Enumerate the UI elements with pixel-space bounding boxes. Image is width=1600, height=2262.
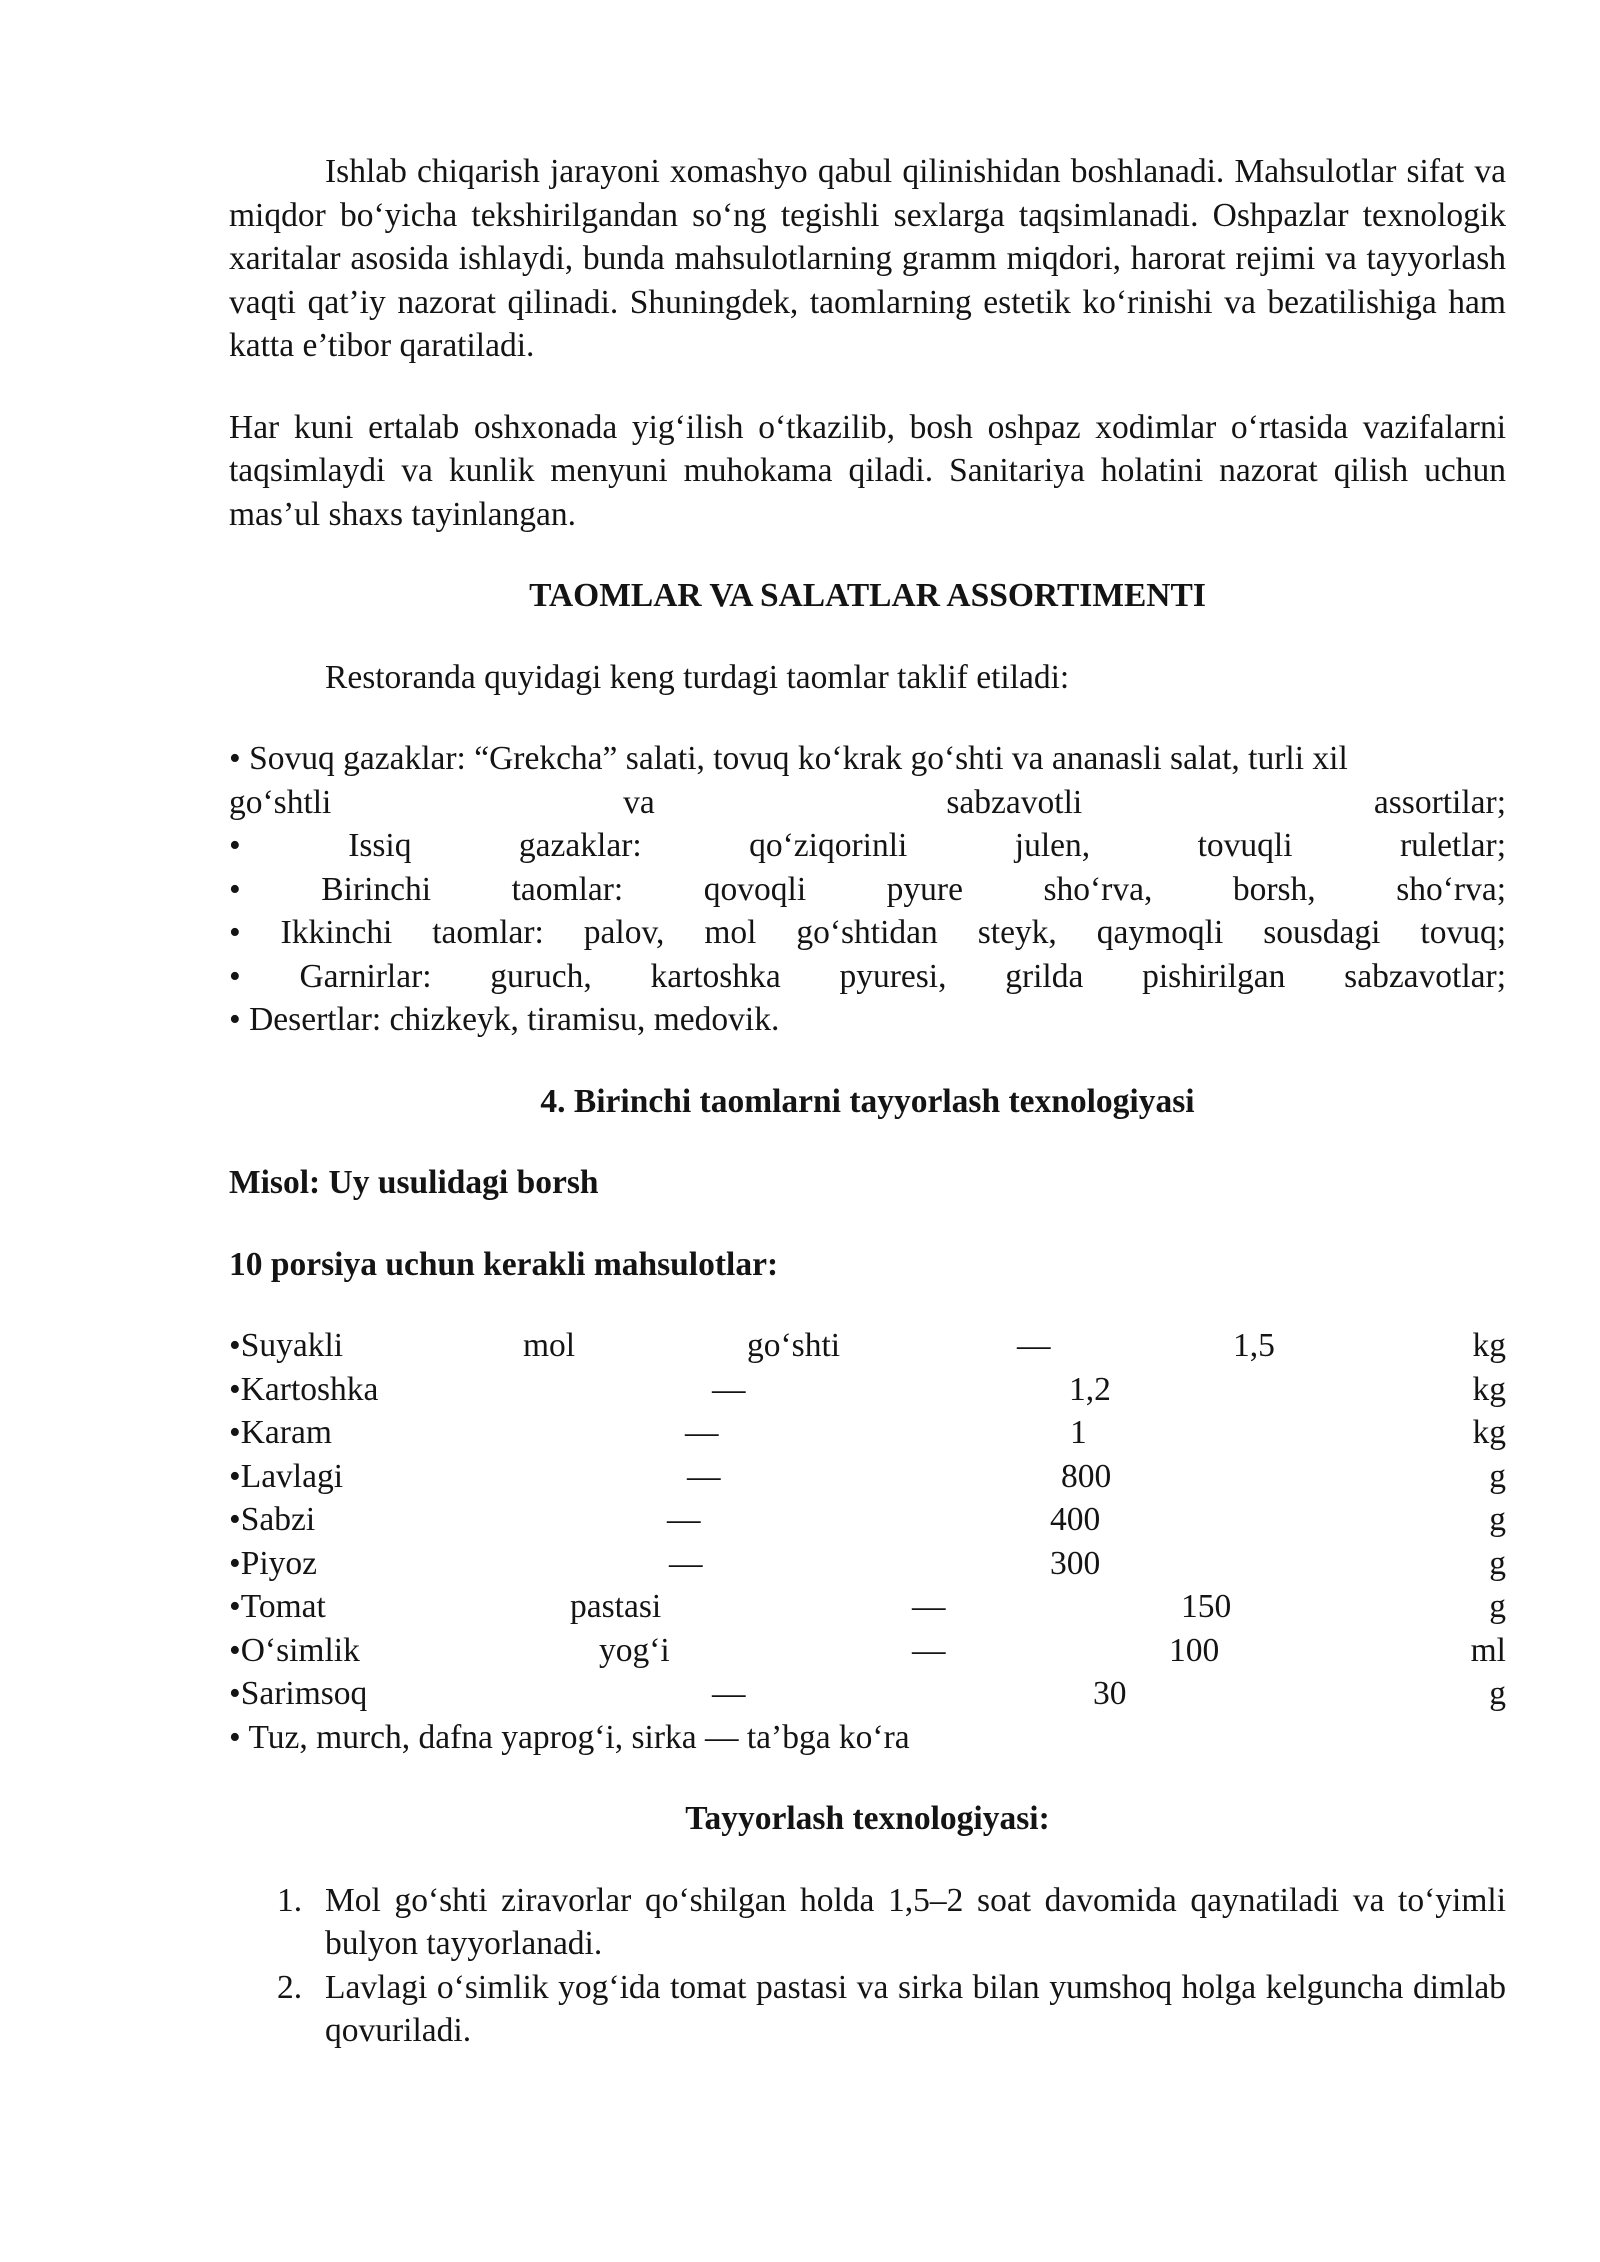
spacer <box>229 1042 1506 1080</box>
ingredient-name-word: •Piyoz <box>229 1544 318 1582</box>
intro-paragraph-2: Har kuni ertalab oshxonada yig‘ilish o‘tkazilib, bosh oshpaz xodimlar o‘rtasida vazifalarni taqsimlaydi va kunlik menyuni muhokama qiladi. Sanitariya holatini nazorat qilish uchun mas’ul shaxs tayinlangan. <box>229 408 1506 533</box>
step-number: 1. <box>277 1881 303 1919</box>
assortment-list <box>229 737 1506 1042</box>
ingredient-name-word: •Tomat <box>229 1588 326 1625</box>
ingredient-row <box>229 1455 1506 1499</box>
ingredient-row <box>229 1368 1506 1412</box>
spacer <box>229 618 1506 656</box>
ingredient-unit: kg <box>1472 1370 1506 1408</box>
ingredient-quantity: 1,5 <box>1233 1327 1275 1364</box>
spacer <box>229 1205 1506 1243</box>
assortment-lead: Restoranda quyidagi keng turdagi taomlar taklif etiladi: <box>325 658 1070 696</box>
spacer <box>229 368 1506 406</box>
ingredient-dash: — <box>912 1588 946 1625</box>
ingredient-dash: — <box>712 1370 746 1408</box>
ingredient-unit: g <box>1489 1457 1506 1495</box>
spacer <box>229 1759 1506 1797</box>
list-item: • Desertlar: chizkeyk, tiramisu, medovik. <box>229 1001 780 1038</box>
list-item: • Sovuq gazaklar: “Grekcha” salati, tovuq ko‘krak go‘shti va ananasli salat, turli xil <box>229 740 1348 777</box>
ingredient-quantity: 300 <box>1050 1544 1101 1582</box>
ingredient-name-word: •Sabzi <box>229 1501 316 1538</box>
ingredient-quantity: 1 <box>1070 1414 1087 1451</box>
ingredient-dash: — <box>685 1414 719 1451</box>
spacer <box>229 1286 1506 1324</box>
ingredient-name-word: pastasi <box>570 1588 662 1625</box>
ingredient-dash: — <box>912 1631 946 1669</box>
ingredient-quantity: 150 <box>1181 1588 1232 1625</box>
ingredient-quantity: 1,2 <box>1069 1370 1111 1408</box>
ingredient-name-word: •Karam <box>229 1414 332 1451</box>
steps-list <box>229 1879 1506 2053</box>
step-number: 2. <box>277 1968 303 2006</box>
assortment-heading: TAOMLAR VA SALATLAR ASSORTIMENTI <box>529 577 1206 614</box>
ingredients-list <box>229 1324 1506 1759</box>
ingredient-name-word: go‘shti <box>747 1327 841 1364</box>
list-item: • Birinchi taomlar: qovoqli pyure sho‘rva, borsh, sho‘rva; <box>229 870 1506 908</box>
ingredient-unit: g <box>1489 1588 1506 1625</box>
ingredient-row <box>229 1672 1506 1716</box>
ingredient-name-word: •Lavlagi <box>229 1457 344 1495</box>
spacer <box>229 1123 1506 1161</box>
technology-heading: Tayyorlash texnologiyasi: <box>685 1800 1050 1837</box>
ingredient-dash: — <box>712 1675 746 1712</box>
ingredient-name-word: •Kartoshka <box>229 1370 379 1408</box>
ingredient-row <box>229 1542 1506 1586</box>
ingredient-unit: g <box>1489 1544 1506 1582</box>
step-text: Mol go‘shti ziravorlar qo‘shilgan holda 1,5–2 soat davomida qaynatiladi va to‘yimli bulyon tayyorlanadi. <box>325 1881 1506 1962</box>
ingredient-row <box>229 1498 1506 1542</box>
ingredient-quantity: 100 <box>1169 1631 1220 1669</box>
list-item: • Ikkinchi taomlar: palov, mol go‘shtidan steyk, qaymoqli sousdagi tovuq; <box>229 914 1506 951</box>
step-text: Lavlagi o‘simlik yog‘ida tomat pastasi va sirka bilan yumshoq holga kelguncha dimlab qovuriladi. <box>325 1968 1506 2049</box>
ingredient-row <box>229 1324 1506 1368</box>
spacer <box>229 699 1506 737</box>
ingredient-name-word: yog‘i <box>599 1631 670 1669</box>
spacer <box>229 1841 1506 1879</box>
ingredient-name-word: mol <box>523 1327 576 1364</box>
ingredient-row <box>229 1411 1506 1455</box>
spacer <box>229 536 1506 574</box>
ingredient-unit: kg <box>1472 1327 1506 1364</box>
ingredient-row <box>229 1585 1506 1629</box>
intro-paragraph-1: Ishlab chiqarish jarayoni xomashyo qabul qilinishidan boshlanadi. Mahsulotlar sifat va miqdor bo‘yicha tekshirilgandan so‘ng tegishli sexlarga taqsimlanadi. Oshpazlar texnologik xaritalar asosida ishlaydi, bunda mahsulotlarning gramm miqdori, harorat rejimi va tayyorlash vaqti qat’iy nazorat qilinadi. Shuningdek, taomlarning estetik ko‘rinishi va bezatilishiga ham katta e’tibor qaratiladi. <box>229 153 1506 364</box>
ingredient-name-word: •O‘simlik <box>229 1631 360 1669</box>
example-title: Misol: Uy usulidagi borsh <box>229 1164 599 1201</box>
ingredient-dash: — <box>669 1544 703 1582</box>
ingredient-quantity: 400 <box>1050 1501 1101 1538</box>
ingredients-title: 10 porsiya uchun kerakli mahsulotlar: <box>229 1245 779 1283</box>
ingredient-dash: — <box>687 1457 721 1495</box>
seasoning-line: • Tuz, murch, dafna yaprog‘i, sirka — ta’bga ko‘ra <box>229 1718 910 1756</box>
step-item <box>229 1966 1506 2053</box>
ingredient-dash: — <box>667 1501 701 1538</box>
list-item: go‘shtli va sabzavotli assortilar; <box>229 783 1506 821</box>
ingredient-dash: — <box>1017 1327 1051 1364</box>
ingredient-name-word: •Suyakli <box>229 1327 344 1364</box>
ingredient-unit: g <box>1489 1675 1506 1712</box>
ingredient-quantity: 30 <box>1093 1675 1127 1712</box>
list-item: • Garnirlar: guruch, kartoshka pyuresi, grilda pishirilgan sabzavotlar; <box>229 957 1506 995</box>
list-item: • Issiq gazaklar: qo‘ziqorinli julen, tovuqli ruletlar; <box>229 827 1506 864</box>
step-item <box>229 1879 1506 1966</box>
ingredient-name-word: •Sarimsoq <box>229 1675 368 1712</box>
section-heading: 4. Birinchi taomlarni tayyorlash texnologiyasi <box>540 1082 1195 1120</box>
ingredient-row <box>229 1629 1506 1673</box>
ingredient-unit: ml <box>1470 1631 1506 1669</box>
ingredient-unit: g <box>1489 1501 1506 1538</box>
ingredient-unit: kg <box>1472 1414 1506 1451</box>
ingredient-quantity: 800 <box>1061 1457 1112 1495</box>
